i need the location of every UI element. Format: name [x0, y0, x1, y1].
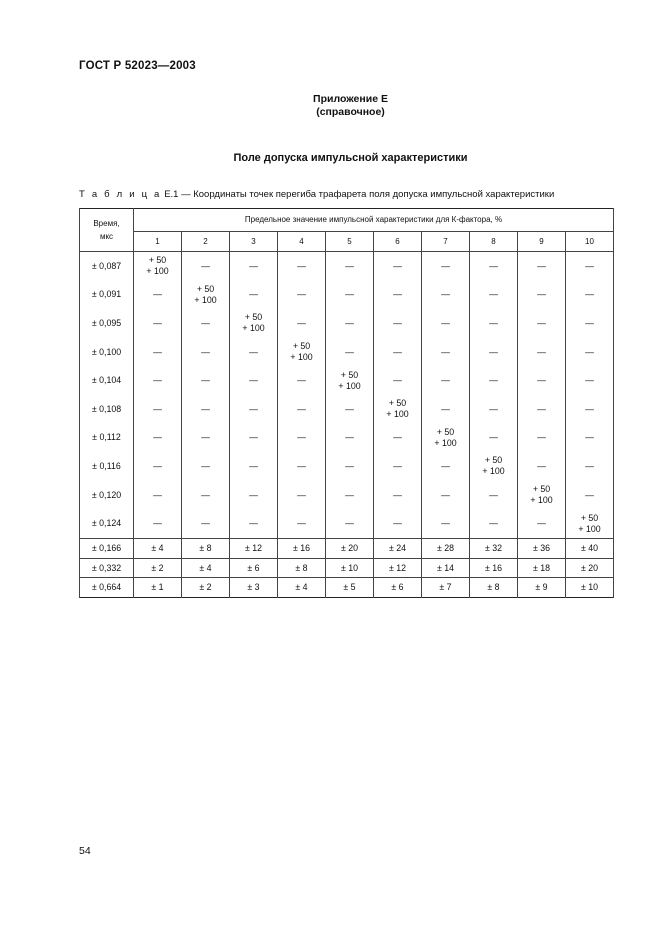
- value-cell: ± 36: [518, 538, 566, 558]
- value-cell: —: [278, 481, 326, 510]
- value-cell: —: [230, 424, 278, 453]
- value-cell: —: [422, 509, 470, 538]
- value-cell: —: [326, 424, 374, 453]
- time-cell: ± 0,087: [80, 252, 134, 281]
- value-cell: ± 4: [134, 538, 182, 558]
- value-cell: —: [470, 281, 518, 310]
- tolerance-value: + 50: [148, 255, 167, 266]
- value-cell: —: [326, 309, 374, 338]
- k-factor-column-header: 3: [230, 231, 278, 251]
- value-cell: —: [518, 309, 566, 338]
- tolerance-table: [79, 208, 614, 598]
- value-cell: —: [134, 281, 182, 310]
- value-cell: —: [134, 452, 182, 481]
- value-cell: —: [326, 395, 374, 424]
- value-cell: —: [374, 509, 422, 538]
- time-header-line: мкс: [99, 232, 114, 241]
- tolerance-range-cell: [566, 509, 614, 538]
- value-cell: —: [230, 366, 278, 395]
- value-cell: —: [278, 509, 326, 538]
- value-cell: —: [566, 338, 614, 367]
- k-factor-header-row: [80, 231, 614, 251]
- tolerance-value: + 100: [194, 294, 217, 305]
- value-cell: —: [470, 509, 518, 538]
- value-cell: —: [566, 281, 614, 310]
- time-cell: ± 0,112: [80, 424, 134, 453]
- value-cell: ± 10: [566, 578, 614, 598]
- value-cell: —: [374, 338, 422, 367]
- value-cell: —: [422, 309, 470, 338]
- tolerance-value: + 100: [290, 352, 313, 363]
- value-cell: —: [422, 252, 470, 281]
- value-cell: —: [422, 452, 470, 481]
- table-row: [80, 252, 614, 281]
- appendix-heading: [0, 93, 661, 119]
- tolerance-range-cell: [422, 424, 470, 453]
- value-cell: —: [134, 366, 182, 395]
- table-row: [80, 338, 614, 367]
- value-cell: ± 14: [422, 558, 470, 578]
- tolerance-value: + 100: [482, 466, 505, 477]
- value-cell: —: [134, 424, 182, 453]
- table-caption: [79, 189, 554, 200]
- value-cell: —: [230, 281, 278, 310]
- value-cell: —: [134, 509, 182, 538]
- value-cell: —: [278, 395, 326, 424]
- value-cell: —: [182, 338, 230, 367]
- time-cell: ± 0,100: [80, 338, 134, 367]
- value-cell: —: [566, 424, 614, 453]
- value-cell: —: [182, 252, 230, 281]
- table-row: [80, 509, 614, 538]
- value-cell: —: [326, 338, 374, 367]
- value-cell: —: [182, 452, 230, 481]
- value-cell: —: [470, 252, 518, 281]
- value-cell: —: [230, 509, 278, 538]
- value-cell: ± 16: [470, 558, 518, 578]
- caption-prefix: Т а б л и ц а: [79, 189, 162, 200]
- value-cell: ± 12: [230, 538, 278, 558]
- k-factor-column-header: 9: [518, 231, 566, 251]
- value-cell: —: [470, 395, 518, 424]
- value-cell: ± 20: [326, 538, 374, 558]
- value-cell: —: [566, 366, 614, 395]
- tolerance-range-cell: [278, 338, 326, 367]
- value-cell: ± 24: [374, 538, 422, 558]
- value-cell: —: [566, 309, 614, 338]
- page-number: 54: [79, 845, 91, 857]
- value-cell: —: [278, 281, 326, 310]
- value-cell: —: [326, 252, 374, 281]
- value-cell: —: [182, 509, 230, 538]
- value-cell: —: [278, 424, 326, 453]
- k-factor-column-header: 4: [278, 231, 326, 251]
- table-row: [80, 558, 614, 578]
- time-cell: ± 0,095: [80, 309, 134, 338]
- value-cell: ± 2: [134, 558, 182, 578]
- value-cell: ± 16: [278, 538, 326, 558]
- time-cell: ± 0,091: [80, 281, 134, 310]
- value-cell: ± 1: [134, 578, 182, 598]
- tolerance-value: + 50: [580, 512, 599, 523]
- time-cell: ± 0,332: [80, 558, 134, 578]
- value-cell: —: [566, 395, 614, 424]
- k-factor-column-header: 2: [182, 231, 230, 251]
- table-row: [80, 452, 614, 481]
- value-cell: ± 12: [374, 558, 422, 578]
- k-factor-column-header: 8: [470, 231, 518, 251]
- value-cell: —: [374, 452, 422, 481]
- value-cell: —: [374, 481, 422, 510]
- value-cell: —: [278, 252, 326, 281]
- tolerance-value: + 50: [244, 312, 263, 323]
- value-cell: —: [374, 281, 422, 310]
- value-cell: ± 6: [374, 578, 422, 598]
- value-cell: —: [134, 338, 182, 367]
- value-cell: —: [518, 338, 566, 367]
- value-cell: —: [422, 338, 470, 367]
- value-cell: ± 8: [470, 578, 518, 598]
- tolerance-value: + 50: [340, 369, 359, 380]
- value-cell: —: [566, 481, 614, 510]
- value-cell: ± 5: [326, 578, 374, 598]
- value-cell: —: [422, 395, 470, 424]
- time-cell: ± 0,104: [80, 366, 134, 395]
- value-cell: —: [566, 252, 614, 281]
- tolerance-value: + 50: [436, 426, 455, 437]
- value-cell: —: [182, 395, 230, 424]
- tolerance-value: + 100: [578, 523, 601, 534]
- value-cell: —: [518, 395, 566, 424]
- value-cell: ± 6: [230, 558, 278, 578]
- value-cell: —: [134, 481, 182, 510]
- value-cell: —: [230, 338, 278, 367]
- value-cell: —: [518, 252, 566, 281]
- value-cell: —: [326, 481, 374, 510]
- table-row: [80, 309, 614, 338]
- value-cell: —: [182, 424, 230, 453]
- time-header-line: Время,: [93, 219, 120, 228]
- k-factor-column-header: 1: [134, 231, 182, 251]
- document-header: ГОСТ Р 52023—2003: [79, 60, 196, 72]
- value-cell: ± 4: [182, 558, 230, 578]
- value-cell: ± 9: [518, 578, 566, 598]
- k-factor-column-header: 6: [374, 231, 422, 251]
- time-cell: ± 0,166: [80, 538, 134, 558]
- caption-text: — Координаты точек перегиба трафарета поля допуска импульсной характеристики: [181, 189, 555, 200]
- table-row: [80, 366, 614, 395]
- k-factor-column-header: 10: [566, 231, 614, 251]
- value-cell: —: [470, 424, 518, 453]
- table-row: [80, 281, 614, 310]
- table-row: [80, 578, 614, 598]
- value-cell: —: [326, 452, 374, 481]
- time-cell: ± 0,124: [80, 509, 134, 538]
- time-cell: ± 0,664: [80, 578, 134, 598]
- value-cell: ± 2: [182, 578, 230, 598]
- value-cell: —: [374, 366, 422, 395]
- value-cell: —: [518, 366, 566, 395]
- tolerance-range-cell: [230, 309, 278, 338]
- section-title: Поле допуска импульсной характеристики: [233, 152, 468, 164]
- value-cell: —: [278, 452, 326, 481]
- table-body: [80, 252, 614, 598]
- value-cell: —: [134, 395, 182, 424]
- value-cell: —: [182, 309, 230, 338]
- value-cell: —: [470, 338, 518, 367]
- value-cell: —: [230, 395, 278, 424]
- appendix-title: Приложение Е: [313, 93, 388, 105]
- tolerance-value: + 50: [388, 398, 407, 409]
- tolerance-value: + 50: [484, 455, 503, 466]
- value-cell: —: [518, 509, 566, 538]
- tolerance-value: + 50: [292, 341, 311, 352]
- time-column-header: [80, 209, 134, 252]
- tolerance-range-cell: [374, 395, 422, 424]
- value-cell: ± 10: [326, 558, 374, 578]
- value-cell: —: [422, 366, 470, 395]
- value-cell: ± 32: [470, 538, 518, 558]
- tolerance-range-cell: [470, 452, 518, 481]
- k-factor-group-header: Предельное значение импульсной характеристики для К-фактора, %: [134, 209, 614, 232]
- value-cell: —: [230, 252, 278, 281]
- tolerance-value: + 100: [338, 380, 361, 391]
- value-cell: ± 8: [182, 538, 230, 558]
- tolerance-range-cell: [518, 481, 566, 510]
- value-cell: ± 4: [278, 578, 326, 598]
- tolerance-value: + 50: [532, 484, 551, 495]
- tolerance-range-cell: [182, 281, 230, 310]
- value-cell: —: [566, 452, 614, 481]
- value-cell: —: [230, 452, 278, 481]
- table-row: [80, 395, 614, 424]
- value-cell: —: [422, 481, 470, 510]
- value-cell: ± 28: [422, 538, 470, 558]
- value-cell: —: [374, 424, 422, 453]
- table-row: [80, 538, 614, 558]
- value-cell: ± 20: [566, 558, 614, 578]
- time-cell: ± 0,108: [80, 395, 134, 424]
- value-cell: —: [134, 309, 182, 338]
- value-cell: —: [518, 281, 566, 310]
- value-cell: —: [326, 509, 374, 538]
- value-cell: —: [374, 309, 422, 338]
- value-cell: —: [278, 309, 326, 338]
- k-factor-column-header: 7: [422, 231, 470, 251]
- time-cell: ± 0,116: [80, 452, 134, 481]
- tolerance-value: + 100: [434, 437, 457, 448]
- value-cell: —: [518, 452, 566, 481]
- time-cell: ± 0,120: [80, 481, 134, 510]
- value-cell: —: [230, 481, 278, 510]
- value-cell: —: [182, 366, 230, 395]
- tolerance-value: + 100: [386, 409, 409, 420]
- tolerance-value: + 100: [530, 495, 553, 506]
- value-cell: —: [374, 252, 422, 281]
- value-cell: —: [470, 481, 518, 510]
- k-factor-column-header: 5: [326, 231, 374, 251]
- table-row: [80, 424, 614, 453]
- tolerance-value: + 100: [242, 323, 265, 334]
- value-cell: —: [182, 481, 230, 510]
- value-cell: —: [470, 366, 518, 395]
- value-cell: ± 3: [230, 578, 278, 598]
- value-cell: ± 40: [566, 538, 614, 558]
- value-cell: —: [470, 309, 518, 338]
- value-cell: ± 18: [518, 558, 566, 578]
- tolerance-value: + 50: [196, 283, 215, 294]
- value-cell: —: [422, 281, 470, 310]
- value-cell: ± 7: [422, 578, 470, 598]
- appendix-subtitle: (справочное): [316, 106, 385, 118]
- value-cell: —: [326, 281, 374, 310]
- value-cell: —: [278, 366, 326, 395]
- tolerance-range-cell: [326, 366, 374, 395]
- value-cell: ± 8: [278, 558, 326, 578]
- caption-number: Е.1: [164, 189, 179, 200]
- table-row: [80, 481, 614, 510]
- value-cell: —: [518, 424, 566, 453]
- tolerance-range-cell: [134, 252, 182, 281]
- tolerance-value: + 100: [146, 266, 169, 277]
